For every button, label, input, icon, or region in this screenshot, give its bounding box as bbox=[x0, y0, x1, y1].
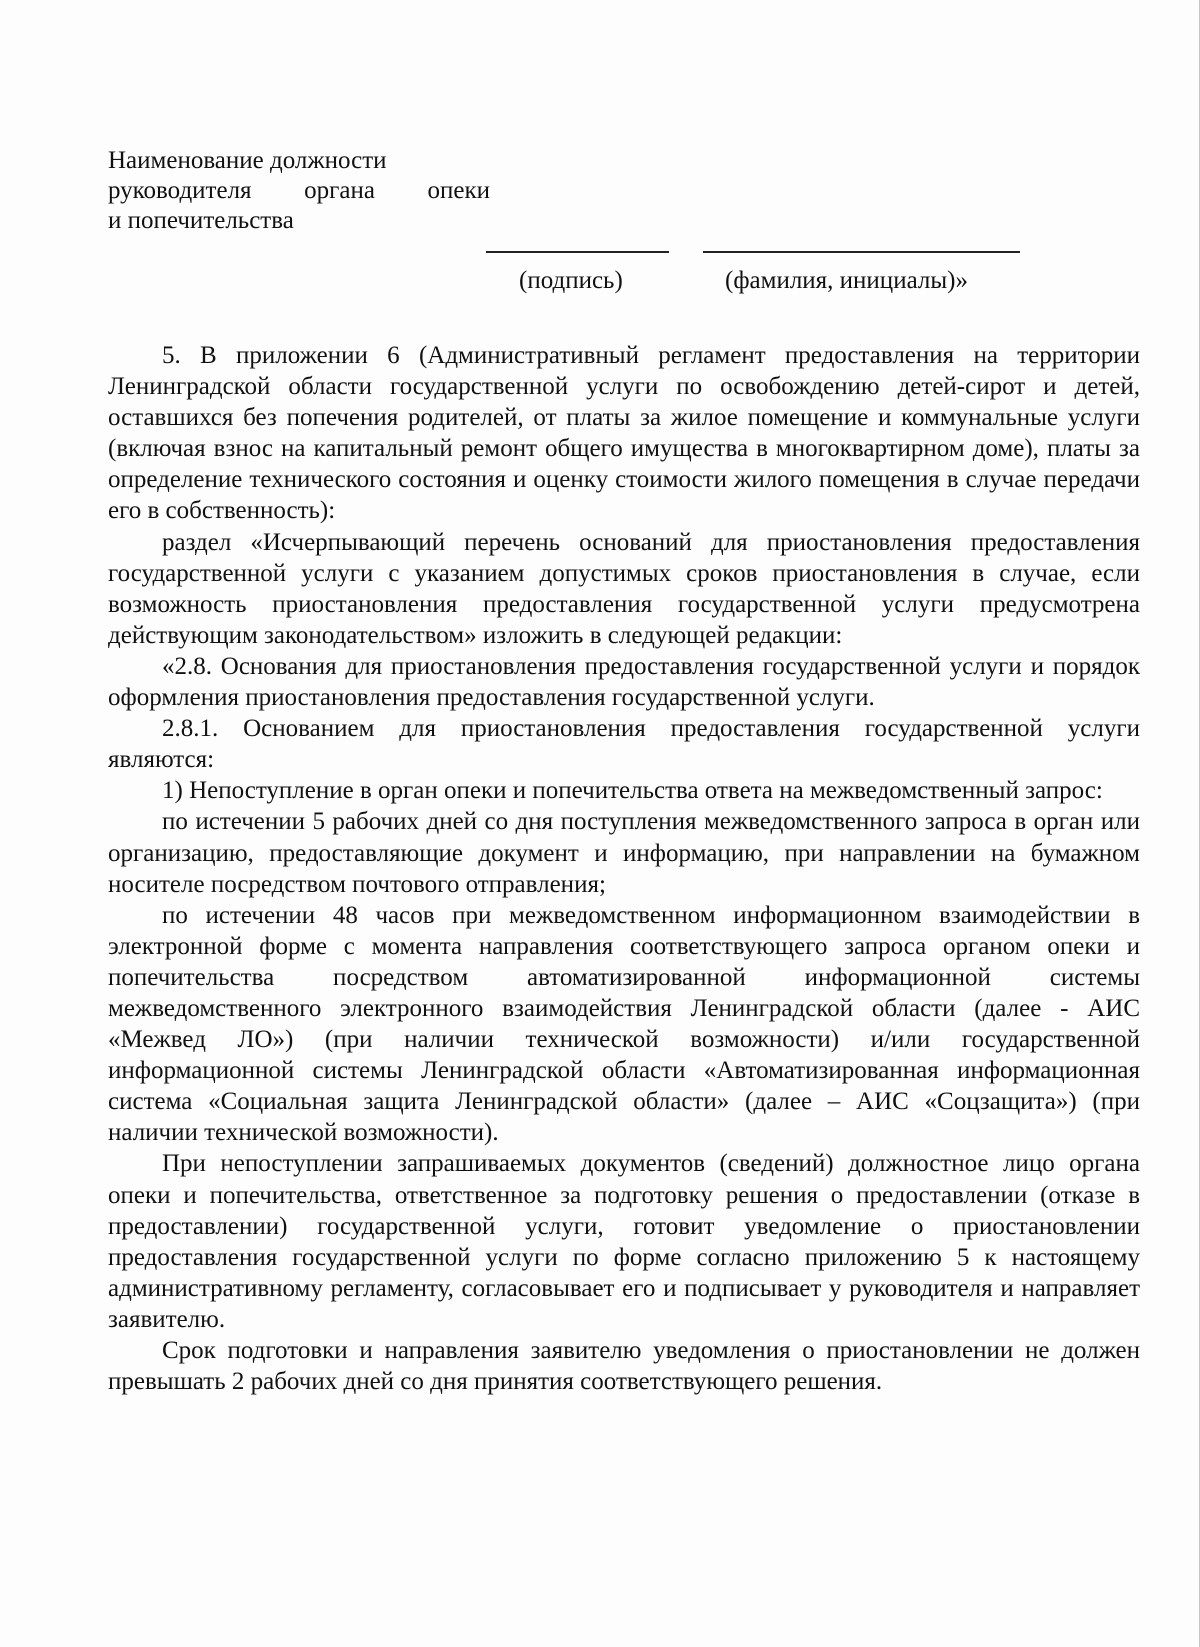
paragraph: по истечении 48 часов при межведомственном информационном взаимодействии в электронной форме с момента направления соответствующего запроса органом опеки и попечительства посредством автоматизированной информационной системы межведомственного электронного взаимодействия Ленинградской области (далее - АИС «Межвед ЛО») (при наличии технической возможности) и/или государственной информационной системы Ленинградской области «Автоматизированная информационная система «Социальная защита Ленинградской области» (далее – АИС «Соцзащита») (при наличии технической возможности). bbox=[108, 901, 1140, 1147]
position-title bbox=[108, 146, 490, 236]
paragraph: по истечении 5 рабочих дней со дня поступления межведомственного запроса в орган или организацию, предоставляющие документ и информацию, при направлении на бумажном носителе посредством почтового отправления; bbox=[108, 808, 1140, 898]
name-caption: (фамилия, инициалы)» bbox=[725, 267, 968, 294]
paragraph: 2.8.1. Основанием для приостановления предоставления государственной услуги являются: bbox=[108, 715, 1140, 774]
paragraph: 5. В приложении 6 (Административный регламент предоставления на территории Ленинградской области государственной услуги по освобождению детей-сирот и детей, оставшихся без попечения родителей, от платы за жилое помещение и коммунальные услуги (включая взнос на капитальный ремонт общего имущества в многоквартирном доме), платы за определение технического состояния и оценку стоимости жилого помещения в случае передачи его в собственность): bbox=[108, 342, 1140, 525]
paragraph: раздел «Исчерпывающий перечень оснований для приостановления предоставления государственной услуги с указанием допустимых сроков приостановления в случае, если возможность приостановления предоставления государственной услуги предусмотрена действующим законодательством» изложить в следующей редакции: bbox=[108, 528, 1140, 649]
signature-caption: (подпись) bbox=[519, 267, 623, 294]
position-title-line-1: Наименование должности bbox=[108, 147, 387, 174]
signature-line bbox=[486, 251, 669, 253]
position-title-line-3: и попечительства bbox=[108, 207, 294, 234]
paragraph: 1) Непоступление в орган опеки и попечительства ответа на межведомственный запрос: bbox=[162, 777, 1103, 805]
paragraph: Срок подготовки и направления заявителю уведомления о приостановлении не должен превышать 2 рабочих дней со дня принятия соответствующего решения. bbox=[108, 1337, 1140, 1396]
paragraph: При непоступлении запрашиваемых документов (сведений) должностное лицо органа опеки и попечительства, ответственное за подготовку решения о предоставлении (отказе в предоставлении) государственной услуги, готовит уведомление о приостановлении предоставления государственной услуги по форме согласно приложению 5 к настоящему административному регламенту, согласовывает его и подписывает у руководителя и направляет заявителю. bbox=[108, 1150, 1140, 1333]
position-title-line-2: руководителя органа опеки bbox=[108, 177, 490, 204]
paragraph: «2.8. Основания для приостановления предоставления государственной услуги и порядок оформления приостановления предоставления государственной услуги. bbox=[108, 652, 1140, 712]
document-body bbox=[108, 340, 1140, 1397]
name-line bbox=[703, 251, 1020, 253]
